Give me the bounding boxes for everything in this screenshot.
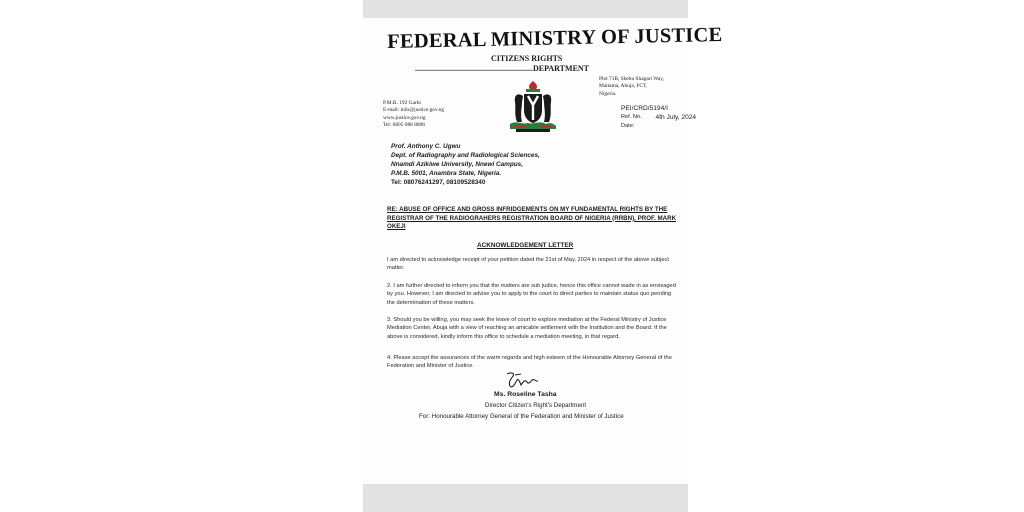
top-band	[363, 0, 688, 18]
recipient-address	[391, 142, 540, 187]
address-line: Plot 71B, Shehu Shagari Way,	[599, 76, 664, 82]
address-line: Nigeria.	[599, 90, 617, 97]
signatory-title: Director Citizen's Right's Department	[485, 402, 587, 409]
paragraph-4: 4. Please accept the assurances of the warm regards and high esteem of the Honourable Attorney General of the Federation and Minister of Justice.	[387, 355, 672, 370]
paragraph-2: 2. I am further directed to inform you that the matters are sub judice, hence this office cannot wade in as envisaged by you. However, I am directed to advise you to apply to the court to direct parties to maintain status quo pending the determination of these matters.	[387, 283, 676, 306]
recipient-line: Dept. of Radiography and Radiological Sciences,	[391, 152, 540, 159]
address-line: Maitama, Abuja, FCT,	[599, 83, 648, 90]
paragraph-1: I am directed to acknowledge receipt of your petition dated the 21st of May, 2024 in respect of the above subject matter.	[387, 257, 669, 272]
reference-number: PEI/CRD/5194/I	[621, 105, 668, 112]
signatory-name: Ms. Roseline Tasha	[494, 391, 557, 398]
paragraph-3: 3. Should you be willing, you may seek the leave of court to explore mediation at the Federal Ministry of Justice Mediation Center, Abuja with a view of reaching an amicable settlement with the Institution and the Board. If the above is considered, kindly inform this office to schedule a mediation meeting, in that regard.	[387, 317, 667, 340]
reference-block	[621, 104, 696, 131]
handwritten-signature-icon	[501, 370, 545, 392]
ministry-address-right	[599, 76, 664, 98]
address-line: P.M.B. 192 Garki	[383, 100, 421, 106]
recipient-line: Nnamdi Azikiwe University, Nnewi Campus,	[391, 161, 523, 168]
ref-row	[621, 113, 696, 122]
ref-label: Ref. No.	[621, 114, 642, 120]
address-line: E-mail: info@justice.gov.ng	[383, 107, 445, 114]
nigeria-coat-of-arms-icon	[504, 78, 562, 134]
letter-subject: RE: ABUSE OF OFFICE AND GROSS INFRIDGEMENTS ON MY FUNDAMENTAL RIGHTS BY THE REGISTRAR OF THE RADIOGRAHERS REGISTRATION BOARD OF NIGERIA (RRBN), PROF. MARK OKEJI	[387, 206, 677, 231]
ministry-address-left	[383, 100, 444, 129]
recipient-line: Prof. Anthony C. Ugwu	[391, 143, 461, 150]
address-line: Tel: 0805 088 8806	[383, 121, 425, 128]
ministry-subtitle: CITIZENS RIGHTS	[491, 54, 563, 63]
ministry-title: FEDERAL MINISTRY OF JUSTICE	[387, 23, 723, 53]
recipient-line: P.M.B. 5001, Anambra State, Nigeria.	[391, 170, 502, 177]
department-line: ...........................................................DEPARTMENT	[415, 64, 590, 73]
letter-heading: ACKNOWLEDGEMENT LETTER	[477, 242, 574, 249]
bottom-band	[363, 484, 688, 512]
letter-document	[363, 18, 723, 484]
address-line: www.justice.gov.ng	[383, 114, 426, 121]
letter-date: 4th July, 2024	[655, 114, 697, 121]
signatory-on-behalf: For: Honourable Attorney General of the Federation and Minister of Justice	[419, 413, 624, 420]
date-label: Date:	[621, 123, 635, 129]
recipient-phone: Tel: 08076241297, 08109528340	[391, 179, 486, 186]
